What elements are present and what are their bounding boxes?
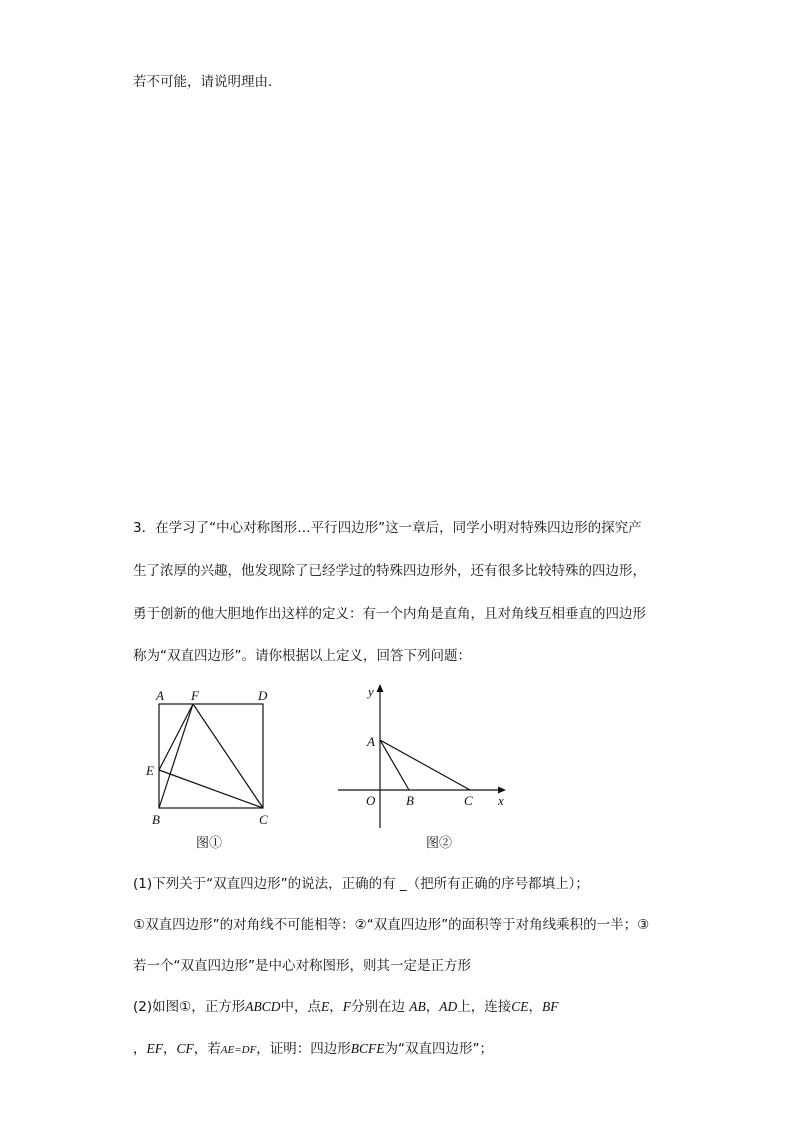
p2-text: 分别在边: [350, 999, 405, 1015]
square-abcd: [159, 704, 263, 808]
figure-2-coordinates: [330, 680, 520, 832]
figure-2-caption: 图②: [426, 836, 453, 851]
label-y: y: [368, 684, 374, 699]
p2-text: 中，点: [280, 999, 321, 1015]
segment-ec: [159, 770, 263, 808]
label-b: B: [152, 812, 160, 827]
p2-text: ，若: [193, 1041, 221, 1057]
segment-ac: [380, 740, 470, 790]
part2-line-2: [133, 1041, 493, 1058]
problem3-line-3: 勇于创新的他大胆地作出这样的定义：有一个内角是直角，且对角线互相垂直的四边形: [133, 606, 646, 622]
p2-ad: AD: [439, 999, 458, 1014]
y-axis-arrow: [377, 684, 384, 692]
p2-f: F: [342, 999, 351, 1014]
label-b: B: [406, 793, 414, 808]
part1-line-1: (1)下列关于“双直四边形”的说法，正确的有 _（把所有正确的序号都填上）；: [133, 876, 589, 892]
segment-bf: [159, 704, 193, 808]
p2-text: (2)如图①，正方形: [133, 999, 246, 1015]
p2-condition: AE=DF: [220, 1044, 257, 1056]
label-x: x: [498, 793, 504, 808]
part1-line-3: 若一个“双直四边形”是中心对称图形，则其一定是正方形: [133, 958, 471, 974]
label-c: C: [259, 812, 268, 827]
label-o: O: [366, 793, 376, 808]
p2-ce: CE: [511, 999, 529, 1014]
p2-bf: BF: [542, 999, 559, 1014]
p2-text: ，: [133, 1041, 147, 1057]
part1-line-2: ①双直四边形”的对角线不可能相等：②“双直四边形”的面积等于对角线乘积的一半；③: [133, 917, 650, 933]
label-a: A: [367, 734, 375, 749]
p2-ef: EF: [146, 1041, 163, 1056]
p2-bcfe: BCFE: [350, 1041, 385, 1056]
p2-text: ，: [425, 999, 440, 1015]
p2-e: E: [320, 999, 330, 1014]
p2-text: ，: [528, 999, 543, 1015]
problem3-line-2: 生了浓厚的兴趣，他发现除了已经学过的特殊四边形外，还有很多比较特殊的四边形，: [133, 563, 646, 579]
figure-1-caption: 图①: [196, 836, 223, 851]
label-e: E: [146, 763, 154, 778]
p2-text: ，证明：四边形: [256, 1041, 351, 1057]
p2-abcd: ABCD: [245, 999, 281, 1014]
segment-ef: [159, 704, 193, 770]
label-f: F: [191, 688, 199, 703]
label-c: C: [464, 793, 473, 808]
label-d: D: [258, 688, 268, 703]
p2-text: ，: [329, 999, 343, 1015]
p2-text: 上，连接: [457, 999, 512, 1015]
figure-1-square: [140, 682, 290, 830]
problem3-line-4: 称为“双直四边形”。请你根据以上定义，回答下列问题：: [133, 648, 471, 664]
p2-cf: CF: [176, 1041, 194, 1056]
problem3-line-1: 3．在学习了“中心对称图形…平行四边形”这一章后，同学小明对特殊四边形的探究产: [133, 520, 642, 536]
p2-ab: AB: [409, 999, 426, 1014]
part2-line-1: [133, 999, 559, 1015]
top-text: 若不可能，请说明理由．: [133, 74, 282, 90]
p2-text: ，: [163, 1041, 177, 1057]
segment-fc: [193, 704, 263, 808]
p2-text: 为“双直四边形”；: [384, 1041, 494, 1057]
label-a: A: [156, 688, 164, 703]
